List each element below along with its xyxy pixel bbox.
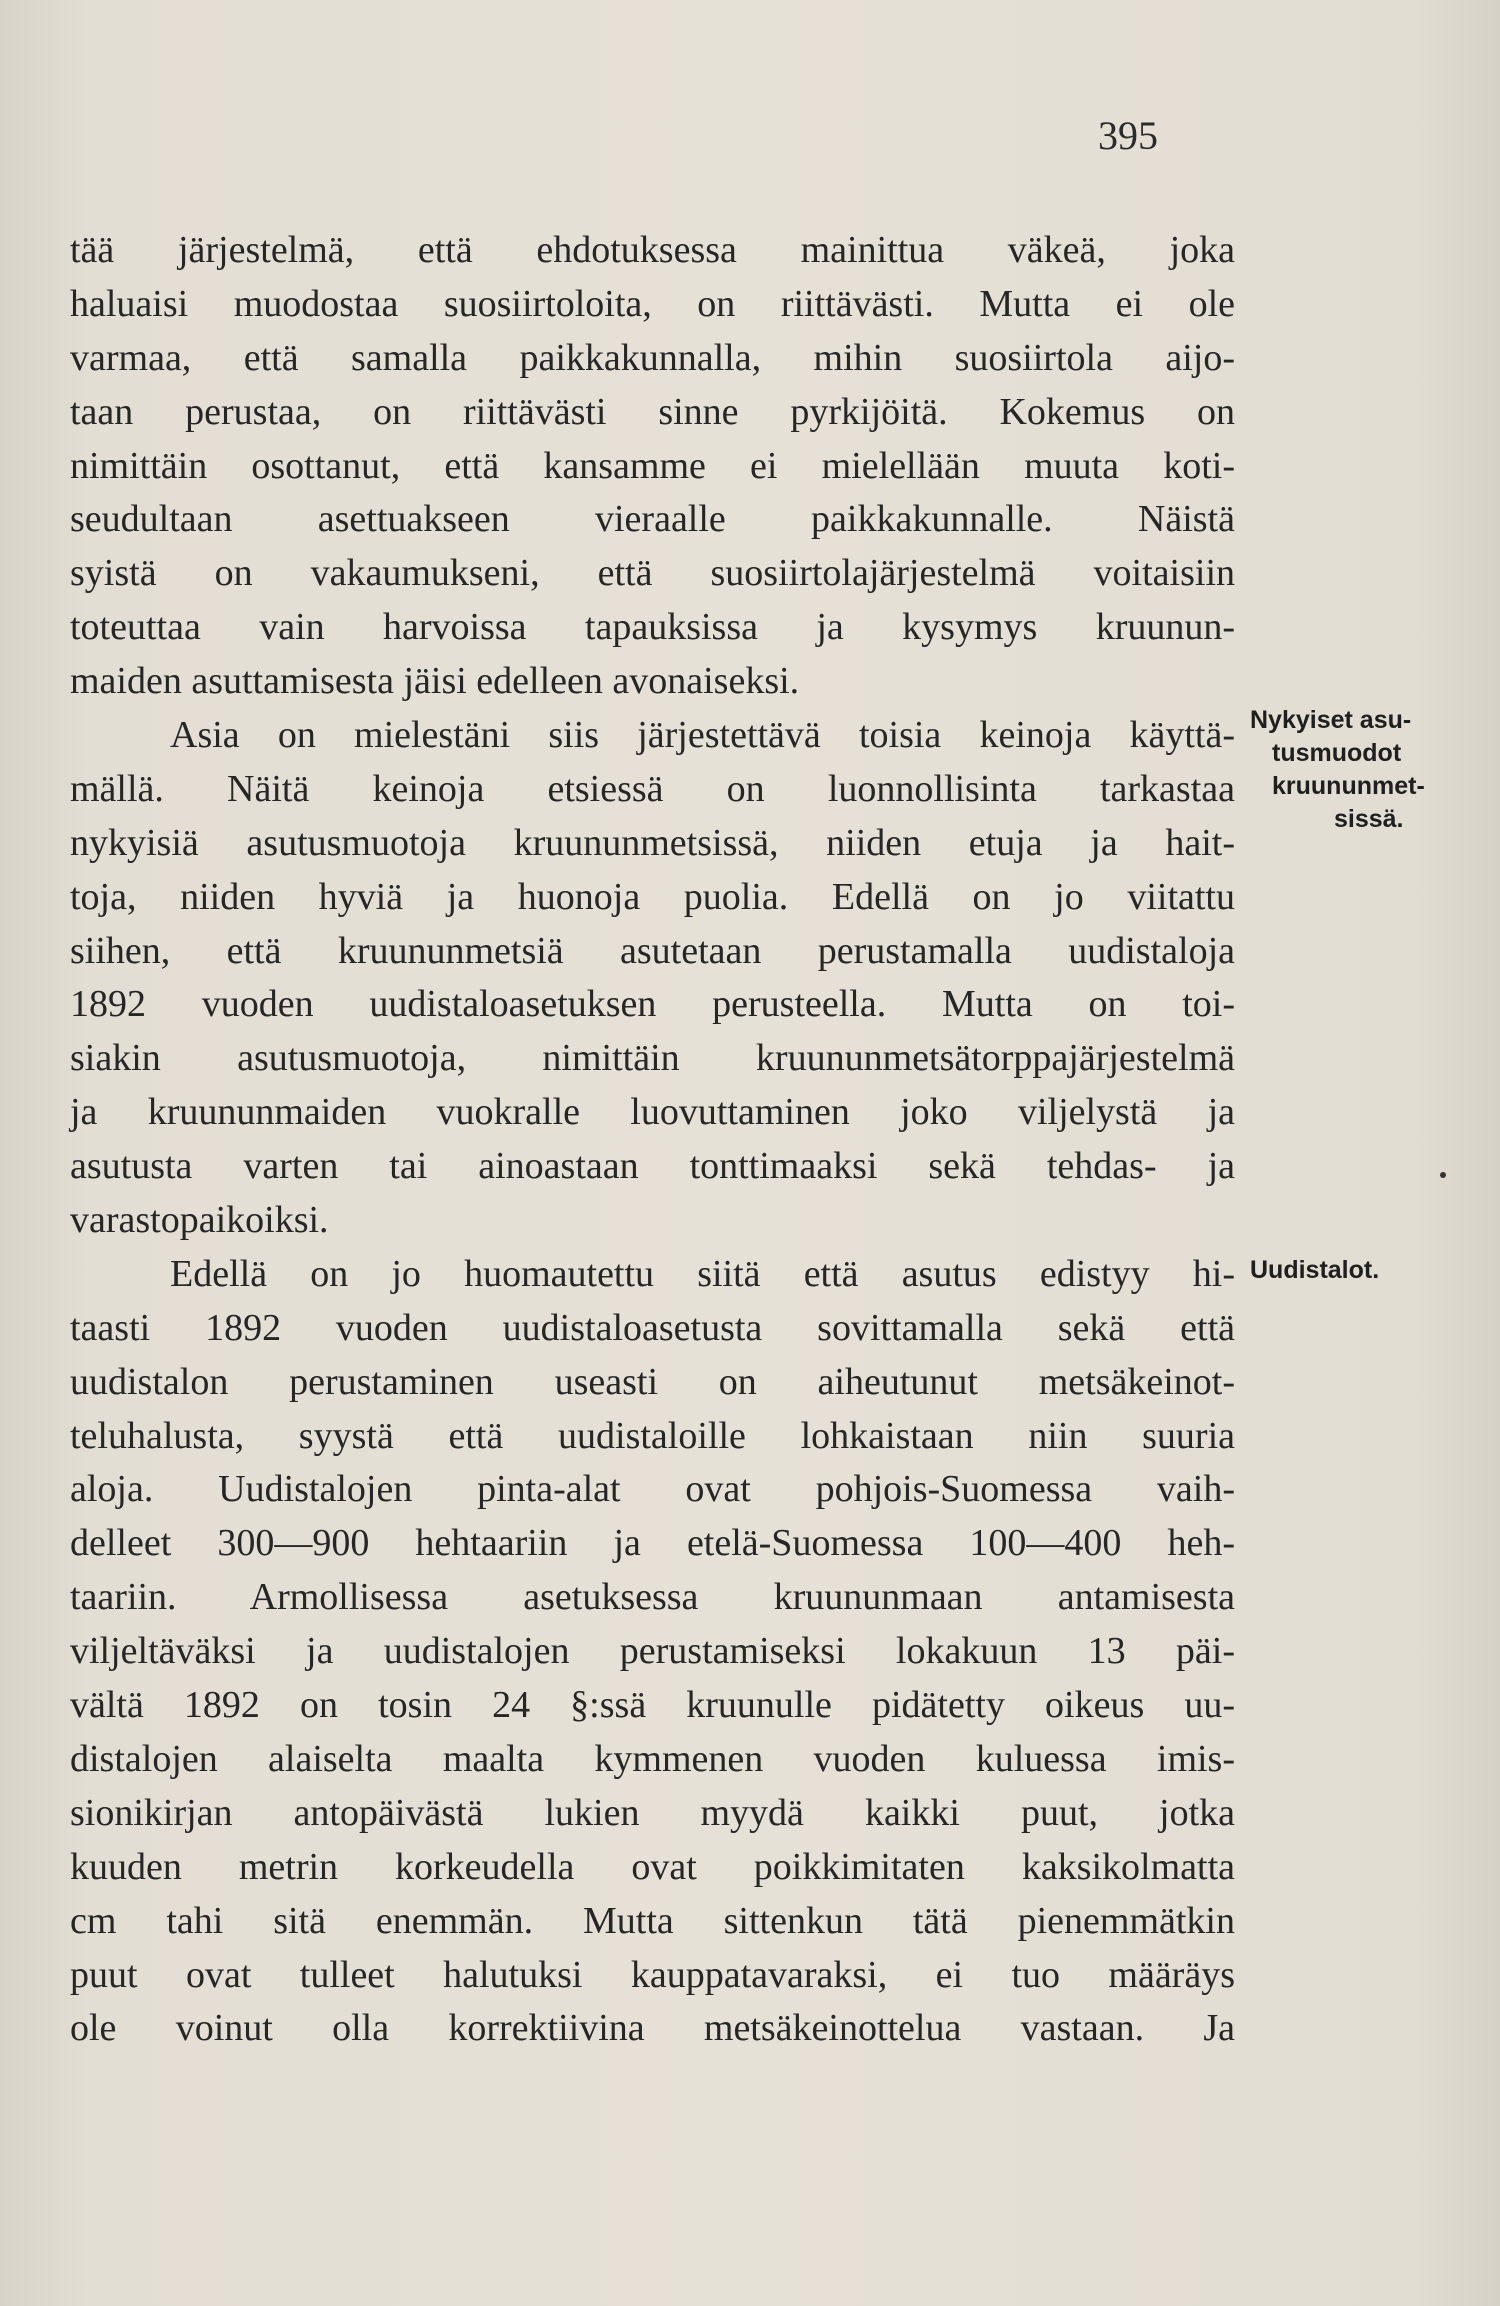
text-line: taan perustaa, on riittävästi sinne pyrkijöitä. Kokemus on bbox=[70, 390, 1235, 433]
text-line: maiden asuttamisesta jäisi edelleen avonaiseksi. bbox=[70, 660, 800, 703]
marginal-note-line: Uudistalot. bbox=[1250, 1256, 1380, 1284]
text-line: ole voinut olla korrektiivina metsäkeinottelua vastaan. Ja bbox=[70, 2007, 1235, 2050]
text-line: distalojen alaiselta maalta kymmenen vuoden kuluessa imis- bbox=[70, 1737, 1235, 1780]
text-line: tää järjestelmä, että ehdotuksessa mainittua väkeä, joka bbox=[70, 229, 1235, 271]
text-line: varmaa, että samalla paikkakunnalla, mihin suosiirtola aijo- bbox=[70, 336, 1235, 379]
text-line: asutusta varten tai ainoastaan tonttimaaksi sekä tehdas- ja bbox=[70, 1145, 1235, 1188]
text-line: teluhalusta, syystä että uudistaloille lohkaistaan niin suuria bbox=[70, 1414, 1235, 1457]
text-line: kuuden metrin korkeudella ovat poikkimitaten kaksikolmatta bbox=[70, 1845, 1235, 1888]
text-line: 1892 vuoden uudistaloasetuksen perusteella. Mutta on toi- bbox=[70, 983, 1235, 1026]
text-line: mällä. Näitä keinoja etsiessä on luonnollisinta tarkastaa bbox=[70, 767, 1235, 810]
text-line: nimittäin osottanut, että kansamme ei mielellään muuta koti- bbox=[70, 444, 1235, 487]
text-line: cm tahi sitä enemmän. Mutta sittenkun tätä pienemmätkin bbox=[70, 1899, 1235, 1942]
text-line: sionikirjan antopäivästä lukien myydä kaikki puut, jotka bbox=[70, 1791, 1235, 1834]
text-line: haluaisi muodostaa suosiirtoloita, on riittävästi. Mutta ei ole bbox=[70, 282, 1235, 325]
text-line: varastopaikoiksi. bbox=[70, 1199, 329, 1242]
text-line: puut ovat tulleet halutuksi kauppatavaraksi, ei tuo määräys bbox=[70, 1953, 1235, 1996]
marginal-note-uudistalot bbox=[1250, 1254, 1490, 1287]
text-line: delleet 300—900 hehtaariin ja etelä-Suomessa 100—400 heh- bbox=[70, 1522, 1235, 1565]
text-line: toja, niiden hyviä ja huonoja puolia. Edellä on jo viitattu bbox=[70, 875, 1235, 918]
text-line: taasti 1892 vuoden uudistaloasetusta sovittamalla sekä että bbox=[70, 1306, 1235, 1349]
text-line: vältä 1892 on tosin 24 §:ssä kruunulle pidätetty oikeus uu- bbox=[70, 1684, 1235, 1727]
text-line: syistä on vakaumukseni, että suosiirtolajärjestelmä voitaisiin bbox=[70, 552, 1235, 595]
text-line: seudultaan asettuakseen vieraalle paikkakunnalle. Näistä bbox=[70, 498, 1235, 541]
text-line: uudistalon perustaminen useasti on aiheutunut metsäkeinot- bbox=[70, 1360, 1235, 1403]
text-line: ja kruununmaiden vuokralle luovuttaminen joko viljelystä ja bbox=[70, 1091, 1235, 1134]
marginal-note-line: Nykyiset asu- bbox=[1250, 706, 1412, 734]
marginal-note-nykyiset-asutusmuodot bbox=[1250, 704, 1490, 836]
ink-speck bbox=[1440, 1172, 1446, 1178]
text-line: toteuttaa vain harvoissa tapauksissa ja kysymys kruunun- bbox=[70, 606, 1235, 649]
marginal-note-line: sissä. bbox=[1334, 805, 1404, 833]
text-line: Edellä on jo huomautettu siitä että asutus edistyy hi- bbox=[170, 1252, 1235, 1295]
text-line: taariin. Armollisessa asetuksessa kruununmaan antamisesta bbox=[70, 1576, 1235, 1619]
body-text bbox=[70, 224, 1235, 2056]
text-line: Asia on mielestäni siis järjestettävä toisia keinoja käyttä- bbox=[170, 714, 1235, 757]
marginal-note-line: tusmuodot bbox=[1272, 739, 1402, 767]
text-line: aloja. Uudistalojen pinta-alat ovat pohjois-Suomessa vaih- bbox=[70, 1468, 1235, 1511]
text-line: siakin asutusmuotoja, nimittäin kruununmetsätorppajärjestelmä bbox=[70, 1037, 1235, 1080]
text-line: nykyisiä asutusmuotoja kruununmetsissä, niiden etuja ja hait- bbox=[70, 821, 1235, 864]
marginal-note-line: kruununmet- bbox=[1272, 772, 1425, 800]
page-number: 395 bbox=[1098, 113, 1158, 158]
text-line: siihen, että kruununmetsiä asutetaan perustamalla uudistaloja bbox=[70, 929, 1235, 972]
text-line: viljeltäväksi ja uudistalojen perustamiseksi lokakuun 13 päi- bbox=[70, 1630, 1235, 1673]
